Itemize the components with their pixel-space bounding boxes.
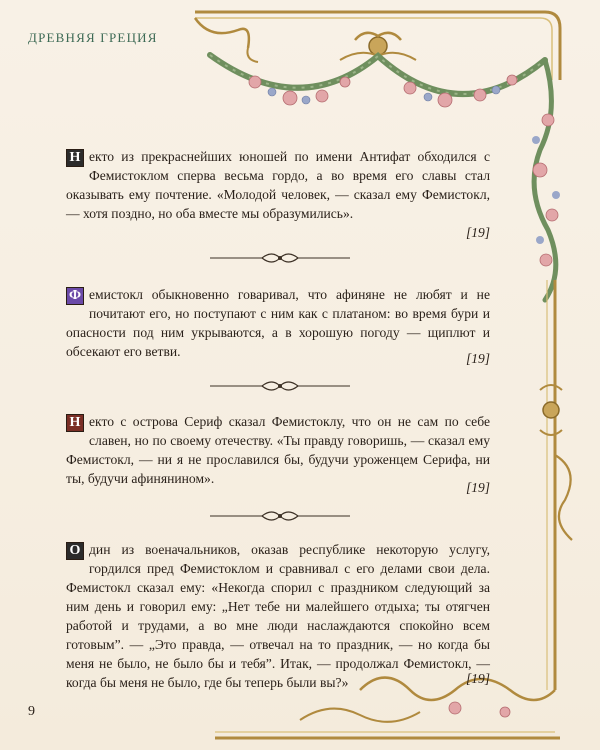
entry-paragraph bbox=[66, 285, 490, 361]
entry-paragraph bbox=[66, 412, 490, 488]
section-divider-ornament bbox=[210, 250, 350, 266]
source-citation: [19] bbox=[465, 225, 490, 240]
section-divider-ornament bbox=[210, 508, 350, 524]
source-citation: [19] bbox=[465, 351, 490, 366]
running-head-title: ДРЕВНЯЯ ГРЕЦИЯ bbox=[28, 30, 158, 45]
drop-cap-initial: О bbox=[66, 542, 84, 560]
entry-text: екто из прекраснейших юношей по имени Антифат обходился с Фемистоклом сперва весьма гордо, а во время его славы стал оказывать ему почтение. «Молодой человек, — сказал ему Фемистокл, — хотя поздно, но оба вместе мы образумились». bbox=[66, 149, 490, 221]
anecdote-entry bbox=[66, 147, 490, 247]
entry-text: емистокл обыкновенно говаривал, что афиняне не любят и не почитают его, но поступают с ним как с платаном: во время бури и опасности под ним укрываются, а в хорошую погоду — щиплют и обсекают его ветви. bbox=[66, 287, 490, 359]
anecdote-entry bbox=[66, 412, 490, 502]
section-divider-ornament bbox=[210, 378, 350, 394]
anecdote-entry bbox=[66, 540, 490, 690]
page-number: 9 bbox=[28, 704, 35, 719]
source-citation: [19] bbox=[465, 480, 490, 495]
drop-cap-initial: Н bbox=[66, 414, 84, 432]
entry-text: екто с острова Сериф сказал Фемистоклу, что он не сам по себе славен, но по своему отечеству. «Ты правду говоришь, — сказал ему Фемистокл, — ни я не прославился бы, будучи уроженцем Серифа, ни ты, будучи афинянином». bbox=[66, 414, 490, 486]
drop-cap-initial: Ф bbox=[66, 287, 84, 305]
entry-paragraph bbox=[66, 540, 490, 692]
source-citation: [19] bbox=[465, 671, 490, 686]
anecdote-entry bbox=[66, 285, 490, 375]
entry-text: дин из военачальников, оказав республике некоторую услугу, гордился пред Фемистоклом и сравнивал с его делами свои дела. Фемистокл сказал ему: «Некогда спорил с праздником следующий за ним день и говорил ему: „Нет тебе ни малейшего отдыха; ты отягчен работой и трудами, а во мне люди наслаждаются спокойно всем готовым”. — „Это правда, — отвечал на то праздник, — но когда бы меня не было, не было бы и тебя”. Итак, — продолжал Фемистокл, — когда бы меня не было, где бы теперь были вы?» bbox=[66, 542, 490, 690]
entry-paragraph bbox=[66, 147, 490, 223]
drop-cap-initial: Н bbox=[66, 149, 84, 167]
